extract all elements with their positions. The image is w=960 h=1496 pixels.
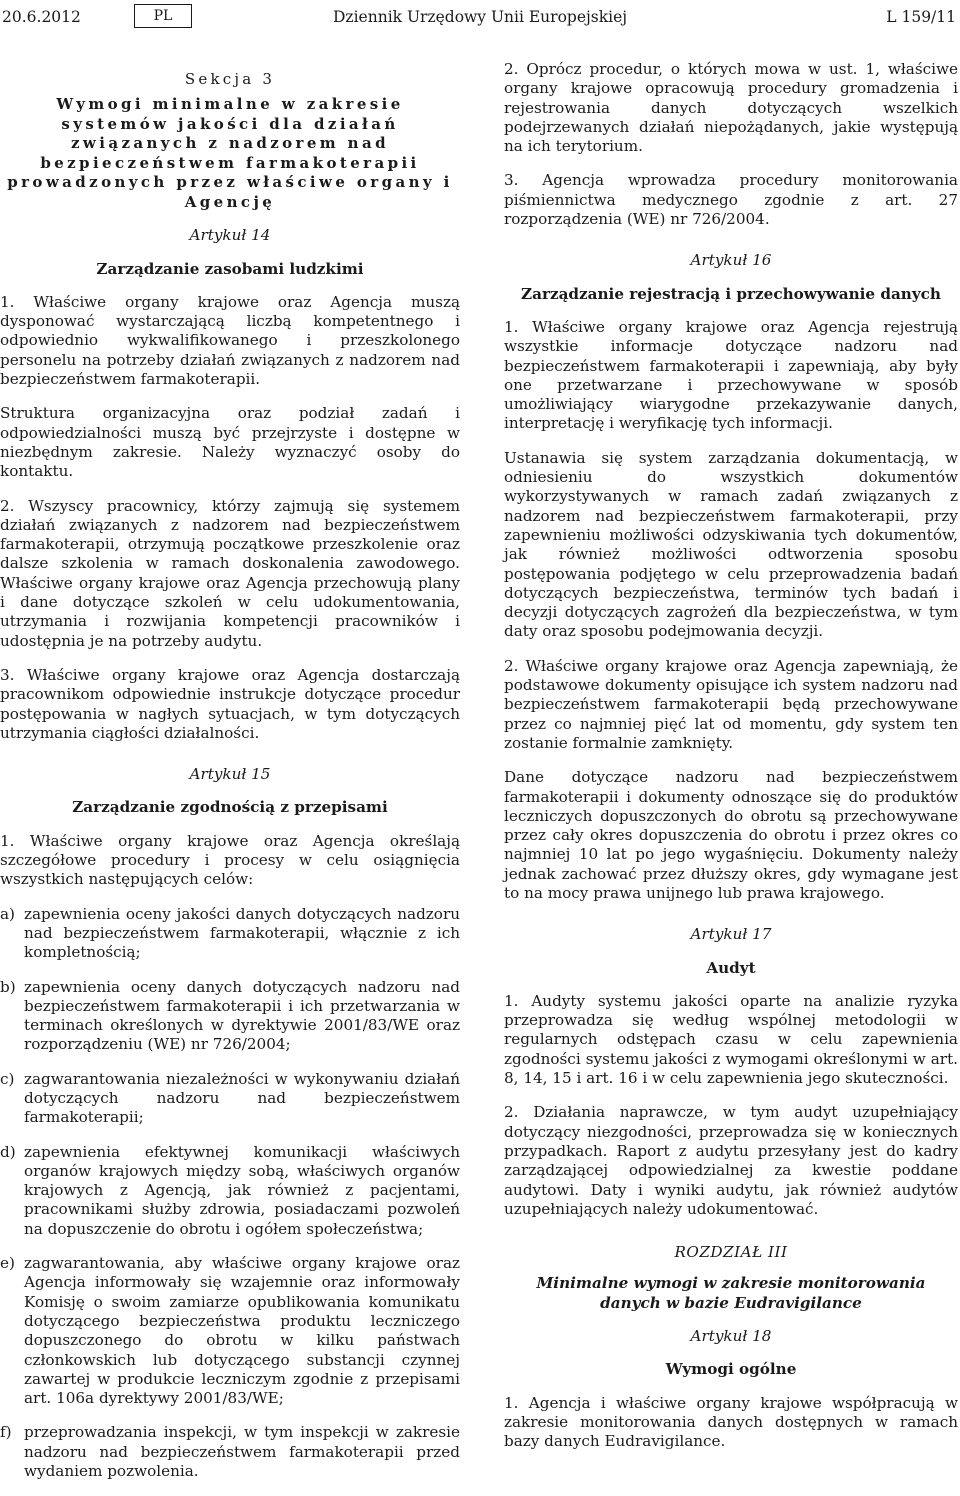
article-17-label: Artykuł 17 [690,925,772,944]
list-item [0,978,460,1055]
list-item [0,1143,460,1239]
article-14-title: Zarządzanie zasobami ludzkimi [96,259,364,278]
list-marker: a) [0,904,15,923]
article-14-label: Artykuł 14 [189,226,271,245]
article-17-title: Audyt [706,958,756,977]
paragraph: 1. Właściwe organy krajowe oraz Agencja określają szczegółowe procedury i procesy w celu osiągnięcia wszystkich następujących celów: [0,831,460,889]
list-marker: d) [0,1142,16,1161]
chapter-label: ROZDZIAŁ III [674,1243,788,1262]
paragraph: Dane dotyczące nadzoru nad bezpieczeństwem farmakoterapii i dokumenty odnoszące się do produktów leczniczych dopuszczonych do obrotu są przechowywane przez cały okres dopuszczenia do obrotu i przez okres co najmniej 10 lat po jego wygaśnięciu. Dokumenty należy jednak zachować przez dłuższy okres, gdy wymagane jest to na mocy prawa unijnego lub prawa krajowego. [504,768,958,902]
paragraph: 1. Agencja i właściwe organy krajowe współpracują w zakresie monitorowania danych dostępnych w ramach bazy danych Eudravigilance. [504,1393,958,1451]
left-column [0,60,460,1496]
paragraph: 1. Właściwe organy krajowe oraz Agencja rejestrują wszystkie informacje dotyczące nadzoru nad bezpieczeństwem farmakoterapii i zapewniają, aby były one przetwarzane i przechowywane w sposób umożliwiający wiarygodne przekazywanie danych, interpretację i weryfikację tych informacji. [504,317,958,433]
paragraph: 3. Agencja wprowadza procedury monitorowania piśmiennictwa medycznego zgodnie z art. 27 rozporządzenia (WE) nr 726/2004. [504,171,958,229]
list-item-text: zapewnienia oceny jakości danych dotyczących nadzoru nad bezpieczeństwem farmakoterapii, włącznie z ich kompletnością; [24,904,460,962]
list-marker: e) [0,1254,15,1273]
article-18-label: Artykuł 18 [690,1327,772,1346]
paragraph: 2. Wszyscy pracownicy, którzy zajmują się systemem działań związanych z nadzorem nad bezpieczeństwem farmakoterapii, otrzymują początkowe przeszkolenie oraz dalsze szkolenia w ramach doskonalenia zawodowego. Właściwe organy krajowe oraz Agencja przechowują plany i dane dotyczące szkoleń w celu udokumentowania, utrzymania i rozwijania kompetencji pracowników i udostępnia je na potrzeby audytu. [0,496,460,650]
list-item [0,1254,460,1408]
paragraph: 2. Oprócz procedur, o których mowa w ust. 1, właściwe organy krajowe opracowują procedury gromadzenia i rejestrowania danych dotyczących wszelkich podejrzewanych działań niepożądanych, jakie występują na ich terytorium. [504,60,958,156]
list-item-text: przeprowadzania inspekcji, w tym inspekcji w zakresie nadzoru nad bezpieczeństwem farmakoterapii przed wydaniem pozwolenia. [24,1423,460,1481]
language-box: PL [134,4,192,28]
list-item [0,905,460,963]
article-16-label: Artykuł 16 [690,251,772,270]
article-15-label: Artykuł 15 [189,765,271,784]
section-title: Wymogi minimalne w zakresie systemów jakości dla działań związanych z nadzorem nad bezpieczeństwem farmakoterapii prowadzonych przez właściwe organy i Agencję [7,95,453,211]
paragraph: 1. Audyty systemu jakości oparte na analizie ryzyka przeprowadza się według wspólnej metodologii w regularnych odstępach czasu w celu zapewnienia zgodności systemu jakości z wymogami określonymi w art. 8, 14, 15 i art. 16 i w celu zapewnienia jego skuteczności. [504,991,958,1088]
article-18-title: Wymogi ogólne [665,1360,797,1379]
paragraph: Struktura organizacyjna oraz podział zadań i odpowiedzialności muszą być przejrzyste i dostępne w niezbędnym zakresie. Należy wyznaczyć osoby do kontaktu. [0,404,460,481]
paragraph: 2. Właściwe organy krajowe oraz Agencja zapewniają, że podstawowe dokumenty opisujące ich system nadzoru nad bezpieczeństwem farmakoterapii będą przechowywane przez co najmniej pięć lat od momentu, gdy system ten zostanie formalnie zamknięty. [504,656,958,752]
paragraph: Ustanawia się system zarządzania dokumentacją, w odniesieniu do wszystkich dokumentów wykorzystywanych w ramach zadań związanych z nadzorem nad bezpieczeństwem farmakoterapii, przy zapewnieniu możliwości odzyskiwania tych dokumentów, jak również możliwości odtworzenia sposobu postępowania podjętego w celu przeprowadzenia badań dotyczących bezpieczeństwa, terminów tych badań i decyzji dotyczących zagrożeń dla bezpieczeństwa, w tym daty oraz sposobu podejmowania decyzji. [504,448,958,641]
publication-date: 20.6.2012 [2,8,81,26]
list-marker: b) [0,977,16,996]
list-item [0,1423,460,1481]
journal-title: Dziennik Urzędowy Unii Europejskiej [333,8,628,26]
list-item-text: zagwarantowania, aby właściwe organy krajowe oraz Agencja informowały się wzajemnie oraz informowały Komisję o swoim zamiarze opublikowania komunikatu dotyczącego bezpieczeństwa produktu leczniczego dopuszczonego do obrotu w kilku państwach członkowskich lub dotyczącego substancji czynnej zawartej w produkcie leczniczym zgodnie z przepisami art. 106a dyrektywy 2001/83/WE; [24,1254,460,1408]
list-item-text: zagwarantowania niezależności w wykonywaniu działań dotyczących nadzoru nad bezpieczeństwem farmakoterapii; [24,1069,460,1127]
paragraph: 3. Właściwe organy krajowe oraz Agencja dostarczają pracownikom odpowiednie instrukcje dotyczące procedur postępowania w nagłych sytuacjach, w tym dotyczących utrzymania ciągłości działalności. [0,665,460,742]
paragraph: 2. Działania naprawcze, w tym audyt uzupełniający dotyczący niezgodności, przeprowadza się w koniecznych przypadkach. Raport z audytu przesyłany jest do kadry zarządzającej odpowiedzialnej za kwestie poddane audytowi. Daty i wyniki audytu, jak również audytów uzupełniających należy udokumentować. [504,1103,958,1218]
list-item-text: zapewnienia efektywnej komunikacji właściwych organów krajowych między sobą, właściwych organów krajowych z Agencją, jak również z pacjentami, pracownikami służby zdrowia, posiadaczami pozwoleń na dopuszczenie do obrotu i ogółem społeczeństwa; [24,1142,460,1238]
chapter-title: Minimalne wymogi w zakresie monitorowania danych w bazie Eudravigilance [536,1274,926,1312]
list-marker: f) [0,1423,12,1442]
article-15-title: Zarządzanie zgodnością z przepisami [72,798,388,817]
list-marker: c) [0,1069,15,1088]
paragraph: 1. Właściwe organy krajowe oraz Agencja muszą dysponować wystarczającą liczbą kompetentnego i odpowiednio wykwalifikowanego i przeszkolonego personelu na potrzeby działań związanych z nadzorem nad bezpieczeństwem farmakoterapii. [0,292,460,389]
article-16-title: Zarządzanie rejestracją i przechowywanie danych [521,284,941,303]
page-header [0,6,960,34]
page-reference: L 159/11 [886,8,956,26]
right-column [504,60,958,1467]
list-item-text: zapewnienia oceny danych dotyczących nadzoru nad bezpieczeństwem farmakoterapii i ich przetwarzania w terminach określonych w dyrektywie 2001/83/WE oraz rozporządzeniu (WE) nr 726/2004; [24,977,460,1054]
section-label: Sekcja 3 [184,70,276,88]
list-item [0,1070,460,1128]
